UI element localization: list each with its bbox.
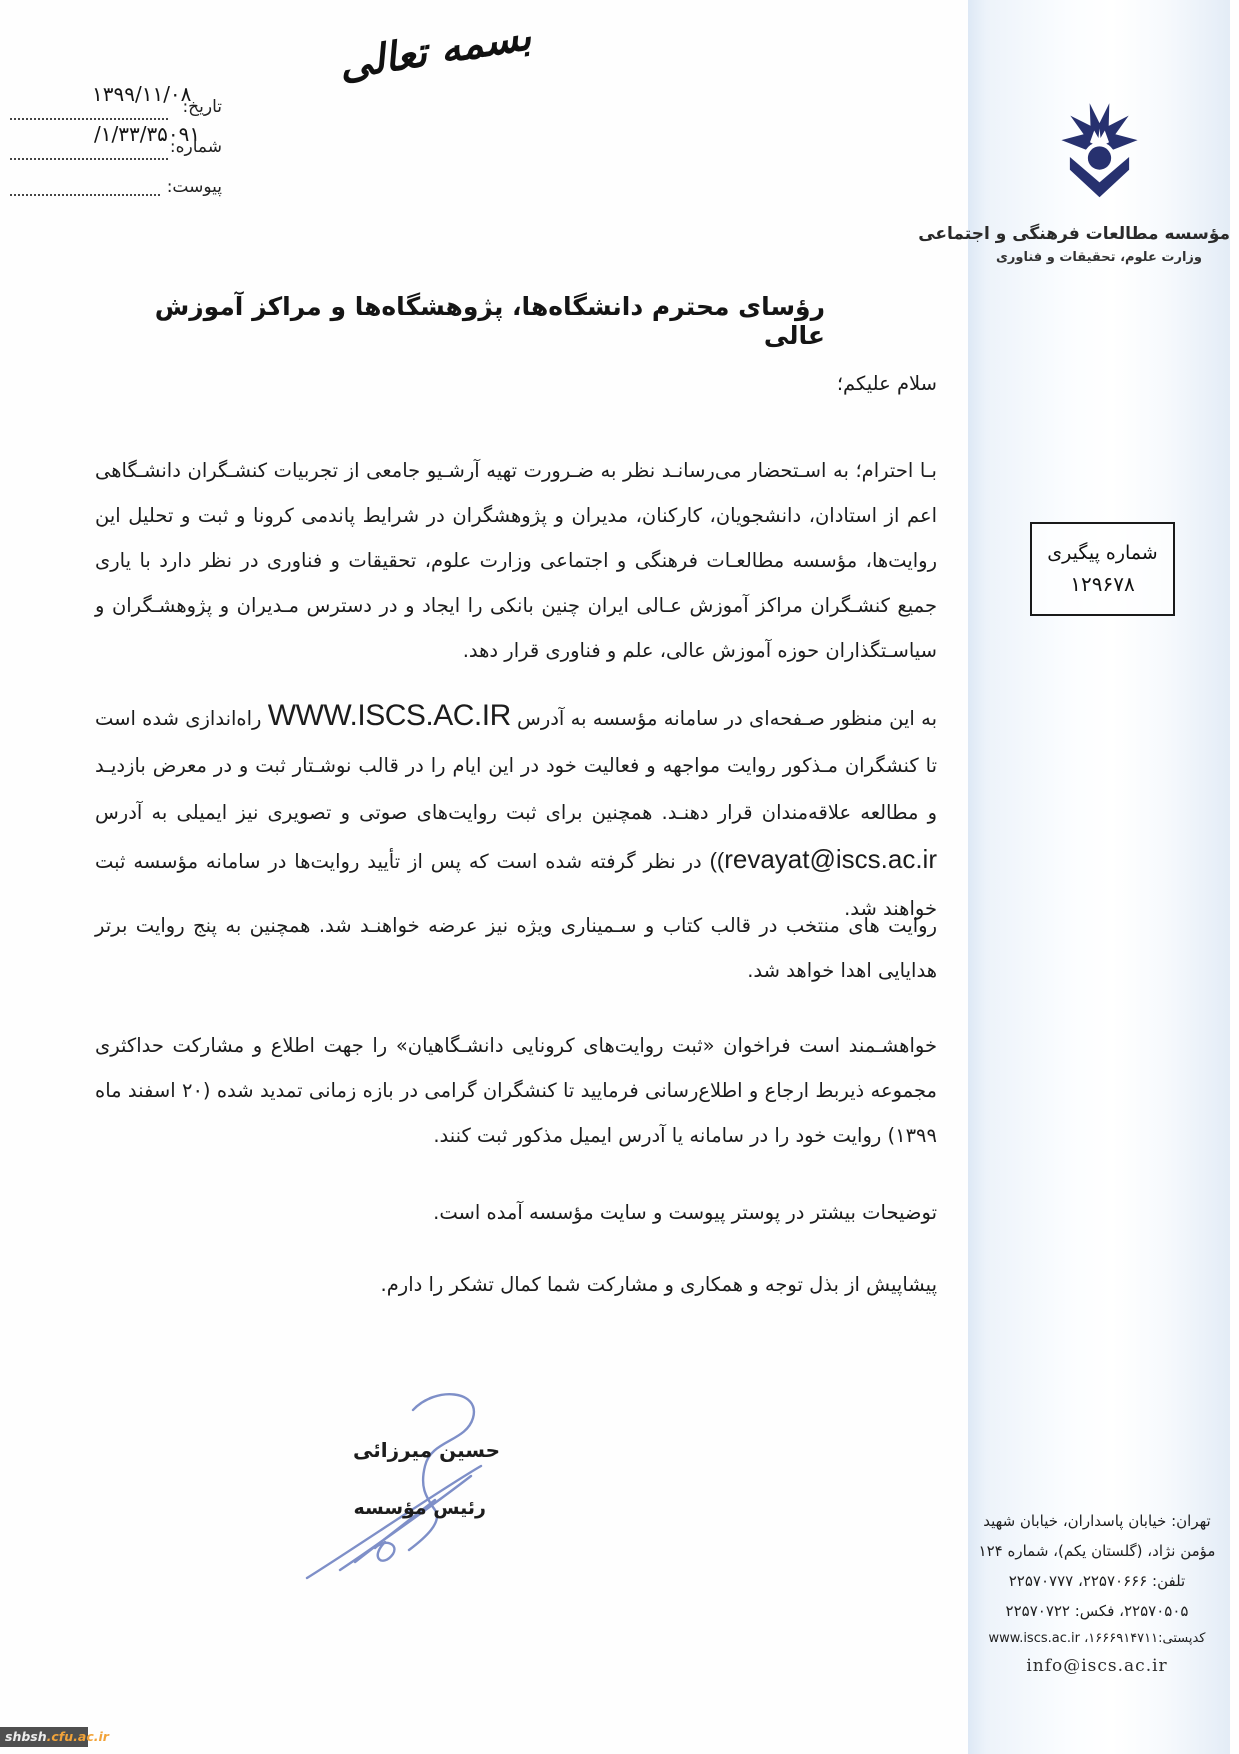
date-dotted-line	[10, 118, 168, 120]
watermark-bar	[0, 1727, 109, 1747]
paragraph-2	[95, 692, 937, 932]
paragraph-2-after-url: راه‌اندازی شده است تا کنشگران مـذکور روایت مواجهه و فعالیت خود در این ایام را در قالب نوشـتار ثبت و در معرض بازدیـد و مطالعه علاقه‌مندان قرار دهنـد. همچنین برای ثبت روایت‌های صوتی و تصویری نیز ایمیلی به آدرس	[95, 707, 937, 824]
email-parens: ((	[709, 848, 725, 873]
footer-email: info@iscs.ac.ir	[1026, 1656, 1168, 1676]
email-address: revayat@iscs.ac.ir	[724, 844, 937, 874]
paragraph-2-after-email: در نظر گرفته شده است که پس از تأیید روایت‌ها در سامانه مؤسسه ثبت خواهند شد.	[95, 850, 937, 920]
attachment-row	[8, 166, 240, 206]
salutation: سلام علیکم؛	[836, 372, 937, 395]
date-value: ۱۳۹۹/۱۱/۰۸	[92, 82, 192, 106]
paragraph-6: پیشاپیش از بذل توجه و همکاری و مشارکت شما کمال تشکر را دارم.	[380, 1273, 937, 1296]
iscs-star-logo-icon	[1042, 102, 1157, 212]
tracking-number-value: ۱۲۹۶۷۸	[1070, 572, 1135, 596]
signer-title: رئیس مؤسسه	[353, 1497, 486, 1519]
phone-line: تلفن: ۲۲۵۷۰۶۶۶، ۲۲۵۷۰۷۷۷	[1008, 1572, 1186, 1590]
attachment-dotted-line	[10, 194, 160, 196]
ministry-name: وزارت علوم، تحقیقات و فناوری	[996, 250, 1202, 265]
attachment-label: پیوست:	[166, 177, 222, 197]
recipient-heading: رؤسای محترم دانشگاه‌ها، پژوهشگاه‌ها و مراکز آموزش عالی	[154, 292, 825, 350]
institute-name: مؤسسه مطالعات فرهنگی و اجتماعی	[918, 224, 1230, 244]
phone-fax-line: ۲۲۵۷۰۵۰۵، فکس: ۲۲۵۷۰۷۲۲	[1005, 1602, 1189, 1620]
number-row	[8, 122, 240, 166]
signer-name: حسین میرزائی	[353, 1438, 500, 1462]
tracking-number-box	[1030, 522, 1175, 616]
date-label: تاریخ:	[182, 97, 222, 117]
website-url: WWW.ISCS.AC.IR	[267, 699, 511, 732]
postal-code-website-line: کدپستی:۱۶۶۶۹۱۴۷۱۱، www.iscs.ac.ir	[988, 1631, 1206, 1646]
number-value: /۱/۳۳/۳۵۰۹۱	[94, 122, 201, 146]
address-line-2: مؤمن نژاد، (گلستان یکم)، شماره ۱۲۴	[978, 1542, 1216, 1560]
number-label: شماره:	[169, 137, 222, 157]
paragraph-5: توضیحات بیشتر در پوستر پیوست و سایت مؤسسه آمده است.	[433, 1201, 937, 1224]
number-dotted-line	[10, 158, 168, 160]
institute-logo-block	[918, 102, 1230, 265]
paragraph-1: بـا احترام؛ به اسـتحضار می‌رسانـد نظر به ضـرورت تهیه آرشـیو جامعی از تجربیات کنشـگران دانشـگاهی اعم از استادان، دانشجویان، کارکنان، مدیران و پژوهشگران در شرایط پاندمی کرونا و ثبت و تحلیل این روایت‌ها، مؤسسه مطالعـات فرهنگی و اجتماعی وزارت علوم، تحقیقات و فناوری در نظر دارد با یاری جمیع کنشـگران مراکز آموزش عـالی ایران چنین بانکی را ایجاد و در دسترس مـدیران و پژوهشـگران و سیاسـتگذاران حوزه آموزش عالی، علم و فناوری قرار دهد.	[95, 459, 937, 662]
footer-contact-block	[966, 1506, 1228, 1680]
paragraph-4: خواهشـمند است فراخوان «ثبت روایت‌های کرونایی دانشـگاهیان» را جهت اطلاع و مشارکت حداکثری مجموعه ذیربط ارجاع و اطلاع‌رسانی فرمایید تا کنشگران گرامی در بازه زمانی تمدید شده (۲۰ اسفند ماه ۱۳۹۹) روایت خود را در سامانه یا آدرس ایمیل مذکور ثبت کنند.	[95, 1034, 937, 1147]
paragraph-3: روایت های منتخب در قالب کتاب و سـمیناری ویژه نیز عرضه خواهنـد شد. همچنین به پنج روایت برتر هدایایی اهدا خواهد شد.	[95, 914, 937, 982]
letter-meta-block	[8, 82, 240, 206]
handwritten-signature-icon	[285, 1380, 500, 1595]
watermark-prefix: shbsh	[5, 1729, 47, 1744]
date-row	[8, 82, 240, 126]
watermark-suffix: .cfu.ac.ir	[46, 1729, 109, 1744]
paragraph-2-before-url: به این منظور صـفحه‌ای در سامانه مؤسسه به آدرس	[517, 707, 937, 730]
tracking-number-label: شماره پیگیری	[1047, 542, 1158, 564]
address-line-1: تهران: خیابان پاسداران، خیابان شهید	[983, 1512, 1211, 1530]
besmele-calligraphy: بسمه تعالی	[335, 13, 535, 89]
